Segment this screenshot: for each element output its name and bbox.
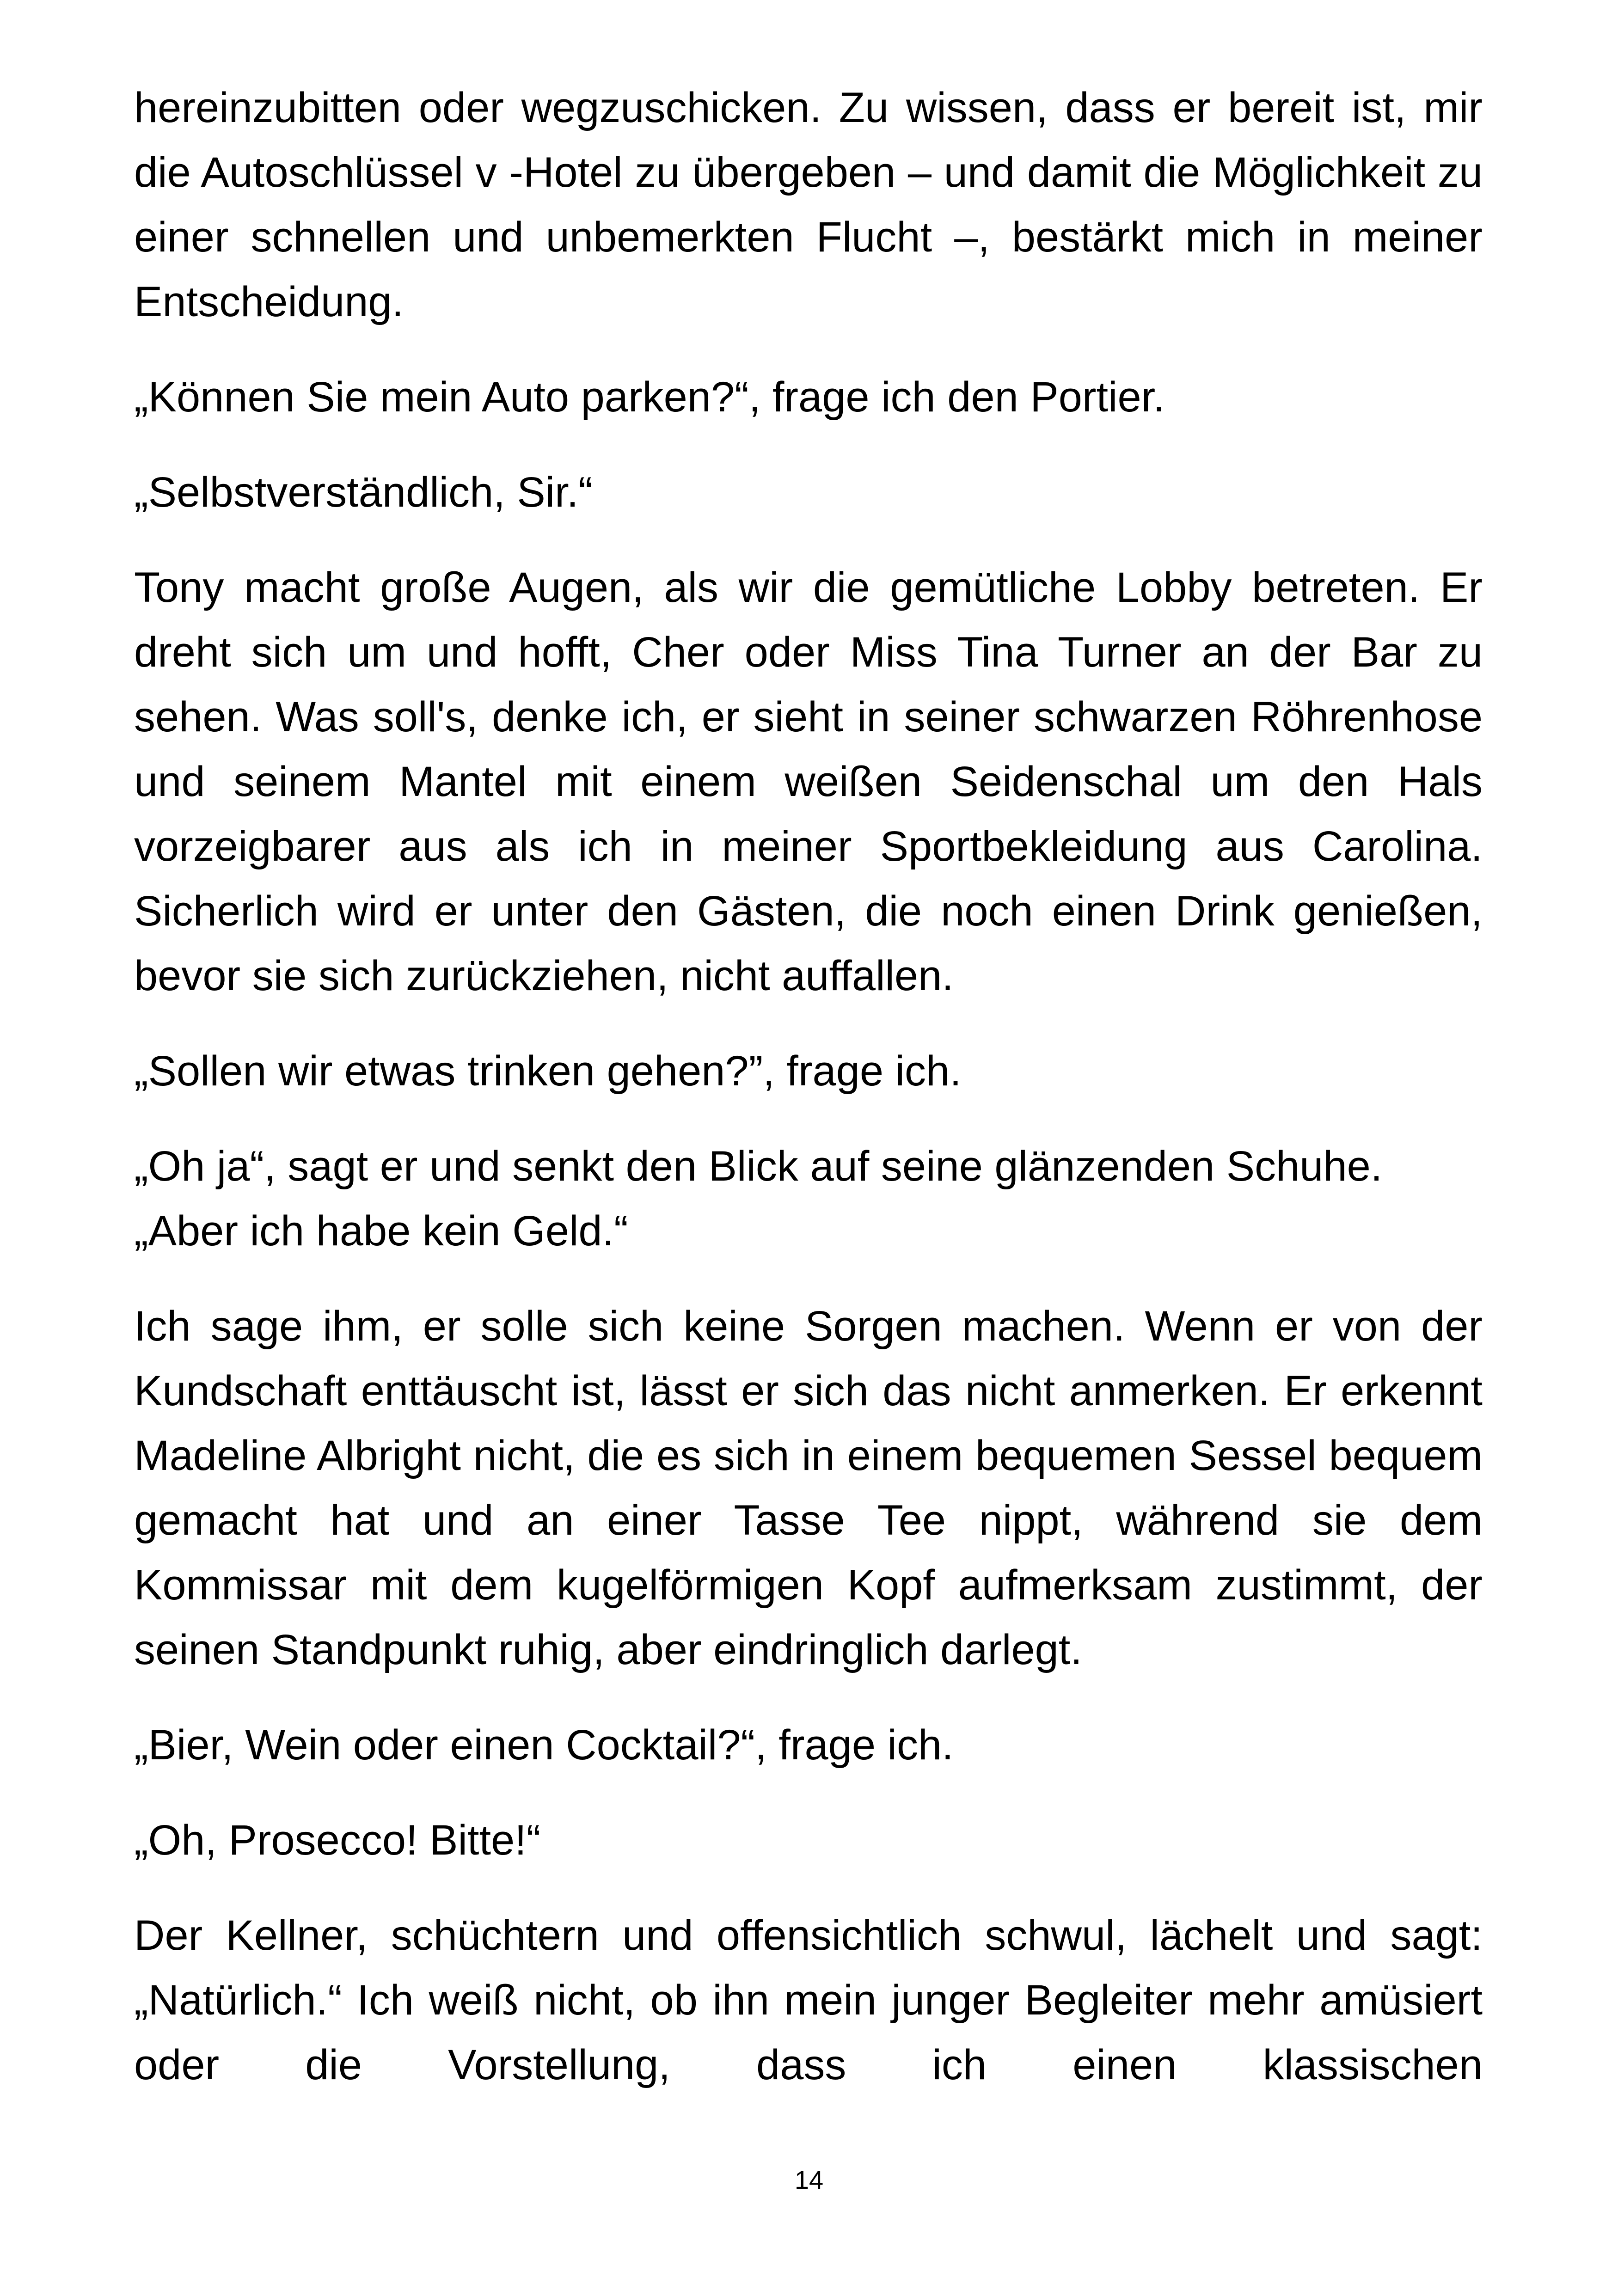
paragraph-1: hereinzubitten oder wegzuschicken. Zu wissen, dass er bereit ist, mir die Autoschlüssel v -Hotel zu übergeben – und damit die Möglichkeit zu einer schnellen und unbemerkten Flucht –, bestärkt mich in meiner Entscheidung. xyxy=(134,84,1483,325)
paragraph-6-line-1: „Oh ja“, sagt er und senkt den Blick auf seine glänzenden Schuhe. xyxy=(134,1143,1383,1190)
paragraph-9: „Oh, Prosecco! Bitte!“ xyxy=(134,1817,541,1864)
paragraph-6-line-2: „Aber ich habe kein Geld.“ xyxy=(134,1207,628,1255)
paragraph-2: „Können Sie mein Auto parken?“, frage ich den Portier. xyxy=(134,373,1165,421)
paragraph-5: „Sollen wir etwas trinken gehen?”, frage ich. xyxy=(134,1047,962,1095)
paragraph-6 xyxy=(134,1134,1483,1263)
paragraph-3: „Selbstverständlich, Sir.“ xyxy=(134,469,593,516)
paragraph-7: Ich sage ihm, er solle sich keine Sorgen machen. Wenn er von der Kundschaft enttäuscht ist, lässt er sich das nicht anmerken. Er erkennt Madeline Albright nicht, die es sich in einem bequemen Sessel bequem gemacht hat und an einer Tasse Tee nippt, während sie dem Kommissar mit dem kugelförmigen Kopf aufmerksam zustimmt, der seinen Standpunkt ruhig, aber eindringlich darlegt. xyxy=(134,1303,1483,1673)
paragraph-10: Der Kellner, schüchtern und offensichtlich schwul, lächelt und sagt: „Natürlich.“ Ich weiß nicht, ob ihn mein junger Begleiter mehr amüsiert oder die Vorstellung, dass ich einen klassischen xyxy=(134,1912,1483,2088)
page-body xyxy=(134,75,1483,2128)
page-number: 14 xyxy=(794,2165,824,2194)
paragraph-8: „Bier, Wein oder einen Cocktail?“, frage ich. xyxy=(134,1721,954,1769)
paragraph-4: Tony macht große Augen, als wir die gemütliche Lobby betreten. Er dreht sich um und hofft, Cher oder Miss Tina Turner an der Bar zu sehen. Was soll's, denke ich, er sieht in seiner schwarzen Röhrenhose und seinem Mantel mit einem weißen Seidenschal um den Hals vorzeigbarer aus als ich in meiner Sportbekleidung aus Carolina. Sicherlich wird er unter den Gästen, die noch einen Drink genießen, bevor sie sich zurückziehen, nicht auffallen. xyxy=(134,564,1483,999)
